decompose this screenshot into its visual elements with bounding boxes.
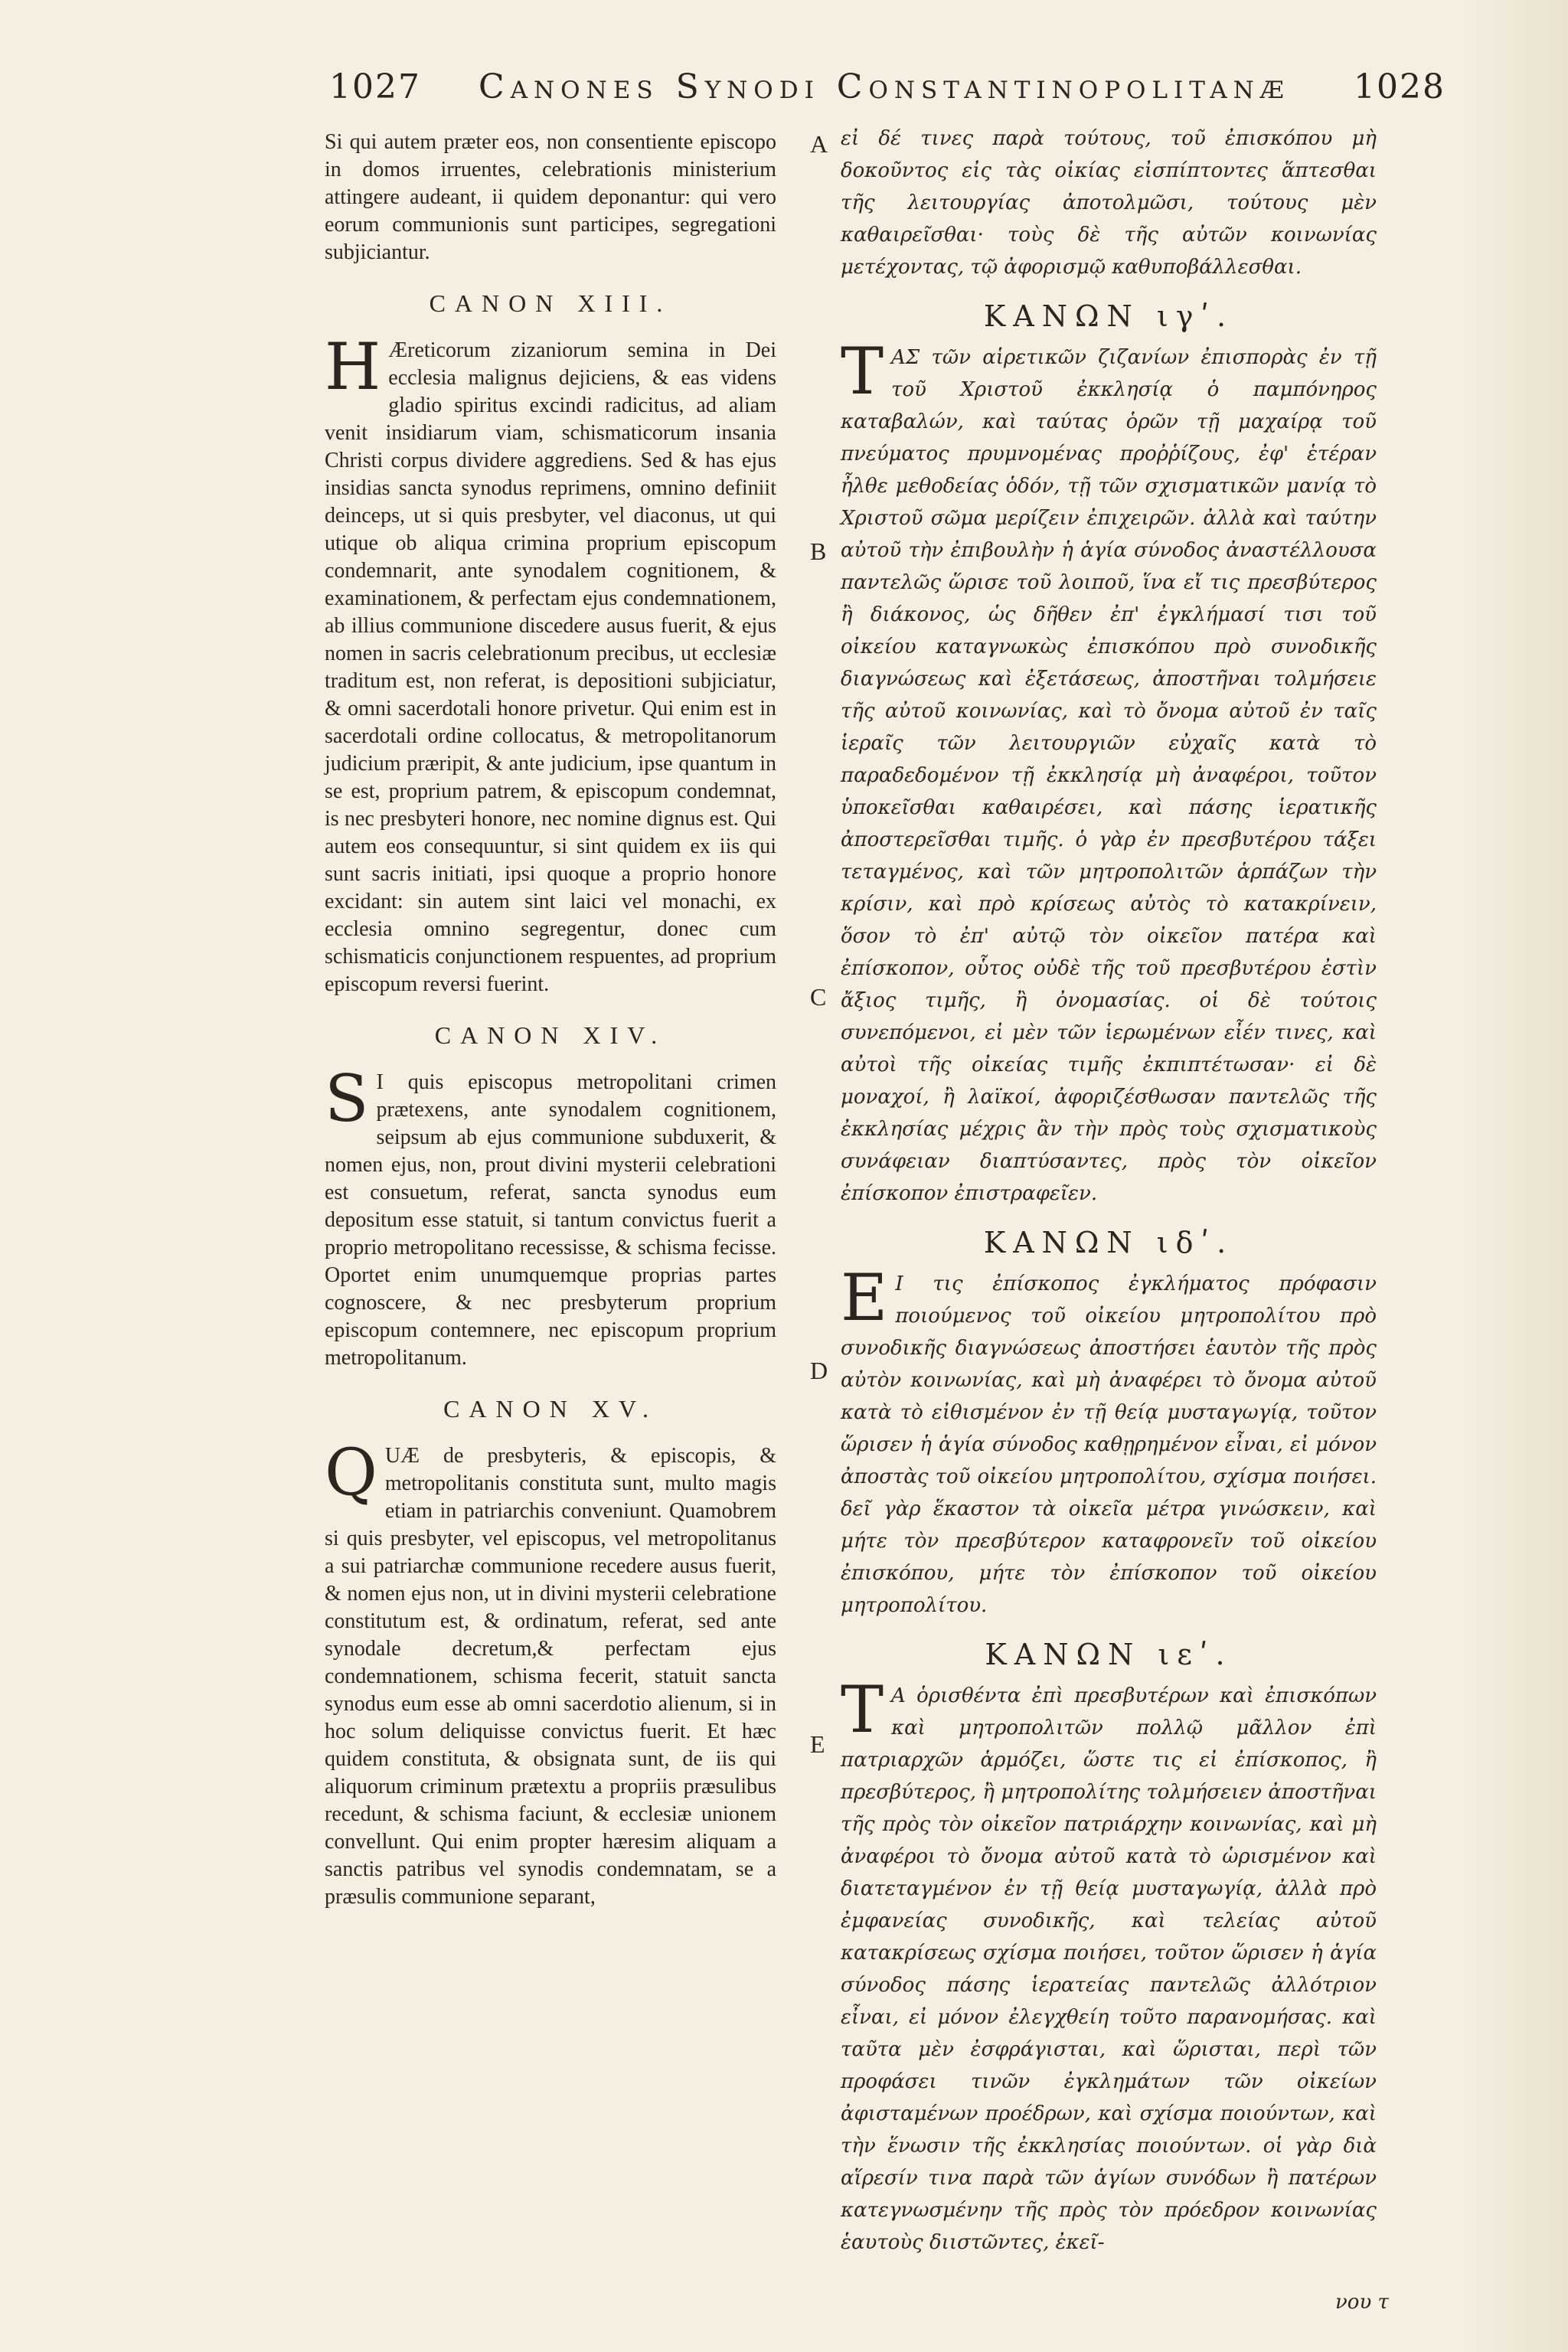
- greek-canon-14-initial: Ε: [841, 1260, 888, 1335]
- latin-canon-15-text: UÆ de presbyteris, & episcopis, & metropolitanis constituta sunt, multo magis etiam in patriarchis conveniunt. Quamobrem si quis presbyter, vel episcopus, vel metropolitanus a sui patriarchæ communione recedere ausus fuerit, & nomen ejus non, ut in divini mysterii celebratione constitutum est, & ordinatum, referat, sed ante synodale decretum,& perfectam ejus condemnationem, schisma fecerit, statuit sancta synodus eum esse ab omni sacerdotio alienum, si in hoc solum deliquisse convictus fuerit. Et hæc quidem constituta, & obsignata sunt, de iis qui aliquorum criminum prætextu a propriis præsulibus recedunt, & schisma faciunt, & ecclesiæ unionem convellunt. Qui enim propter hæresim aliquam a sanctis patribus vel synodis condemnatam, se a præsulis communione separant,: [325, 1444, 776, 1909]
- latin-canon-13-body: [325, 329, 776, 998]
- latin-canon-15-initial: Q: [325, 1435, 377, 1510]
- latin-canon-15-title: CANON XV.: [443, 1395, 658, 1423]
- latin-canon-13-initial: H: [325, 329, 381, 404]
- greek-canon-14-text: Ι τις ἐπίσκοπος ἐγκλήματος πρόφασιν ποιούμενος τοῦ οἰκείου μητροπολίτου πρὸ συνοδικῆς διαγνώσεως ἀποστήσει ἑαυτὸν τῆς πρὸς αὐτὸν κοινωνίας, καὶ μὴ ἀναφέρει τὸ ὄνομα αὐτοῦ κατὰ τὸ εἰθισμένον ἐν τῇ θείᾳ μυσταγωγίᾳ, τοῦτον ὥρισεν ἡ ἁγία σύνοδος καθῃρημένον εἶναι, εἰ μόνον ἀποστὰς τοῦ οἰκείου μητροπολίτου, σχίσμα ποιήσει. δεῖ γὰρ ἕκαστον τὰ οἰκεῖα μέτρα γινώσκειν, καὶ μήτε τὸν πρεσβύτερον καταφρονεῖν τοῦ οἰκείου ἐπισκόπου, μήτε τὸν ἐπίσκοπον τοῦ οἰκείου μητροπολίτου.: [841, 1272, 1377, 1617]
- greek-canon-13-title: ΚΑΝΩΝ ιγʹ.: [983, 299, 1234, 333]
- greek-canon-13-body: [841, 334, 1377, 1210]
- margin-letter-c: C: [810, 983, 827, 1011]
- greek-canon-14-body: [841, 1260, 1377, 1622]
- page-gutter-shadow: [1461, 0, 1568, 2352]
- latin-canon-13-text: Æreticorum zizaniorum semina in Dei ecclesia malignus dejiciens, & eas videns gladio spiritus excindi radicitus, ad aliam venit insidiarum viam, schismaticorum insania Christi corpus dividere aggrediens. Sed & has ejus insidias sancta synodus reprimens, omnino definiit deinceps, ut si quis presbyter, vel diaconus, ut qui utique ob aliqua crimina proprium episcopum condemnarit, ante synodalem cognitionem, & examinationem, & perfectam ejus condemnationem, ab illius communione discedere ausus fuerit, & ejus nomen in sacris celebrationum precibus, ut ecclesiæ traditum est, non referat, is depositioni subjiciatur, & omni sacerdotali honore privetur. Qui enim est in sacerdotali ordine collocatus, & metropolitanorum judicium præripit, & ante judicium, ipse quantum in se est, proprium patrem, & episcopum condemnat, is nec presbyteri honore, nec nomine dignus est. Qui autem eos consequuntur, si sint quidem ex iis qui sunt sacris initiati, ipsi quoque a proprio honore excidant: sin autem sint laici vel monachi, ex ecclesia omnino segregentur, donec cum schismaticis conjunctionem respuentes, ad proprium episcopum reversi fuerint.: [325, 338, 776, 996]
- latin-canon-14-initial: S: [325, 1061, 369, 1136]
- margin-letter-e: E: [810, 1730, 825, 1758]
- greek-column: [841, 122, 1377, 2259]
- latin-column: [325, 129, 776, 1911]
- running-title: Canones Synodi Constantinopolitanæ: [479, 67, 1290, 106]
- latin-canon-15-body: [325, 1435, 776, 1911]
- latin-canon-14-body: [325, 1061, 776, 1372]
- greek-canon-13-text: ΑΣ τῶν αἱρετικῶν ζιζανίων ἐπισπορὰς ἐν τῇ τοῦ Χριστοῦ ἐκκλησίᾳ ὁ παμπόνηρος καταβαλών, καὶ ταύτας ὁρῶν τῇ μαχαίρᾳ τοῦ πνεύματος πρυμνομένας προῤῥίζους, ἐφ' ἑτέραν ἦλθε μεθοδείας ὁδόν, τῇ τῶν σχισματικῶν μανίᾳ τὸ Χριστοῦ σῶμα μερίζειν ἐπιχειρῶν. ἀλλὰ καὶ ταύτην αὐτοῦ τὴν ἐπιβουλὴν ἡ ἁγία σύνοδος ἀναστέλλουσα παντελῶς ὥρισε τοῦ λοιποῦ, ἵνα εἴ τις πρεσβύτερος ἢ διάκονος, ὡς δῆθεν ἐπ' ἐγκλήμασί τισι τοῦ οἰκείου καταγνωκὼς ἐπισκόπου πρὸ συνοδικῆς διαγνώσεως καὶ ἐξετάσεως, ἀποστῆναι τολμήσειε τῆς αὐτοῦ κοινωνίας, καὶ τὸ ὄνομα αὐτοῦ ἐν ταῖς ἱεραῖς τῶν λειτουργιῶν εὐχαῖς κατὰ τὸ παραδεδομένον τῇ ἐκκλησίᾳ μὴ ἀναφέροι, τοῦτον ὑποκεῖσθαι καθαιρέσει, καὶ πάσης ἱερατικῆς ἀποστερεῖσθαι τιμῆς. ὁ γὰρ ἐν πρεσβυτέρου τάξει τεταγμένος, καὶ τῶν μητροπολιτῶν ἁρπάζων τὴν κρίσιν, καὶ πρὸ κρίσεως αὐτὸς τὸ κατακρίνειν, ὅσον τὸ ἐπ' αὐτῷ τὸν οἰκεῖον πατέρα καὶ ἐπίσκοπον, οὗτος οὐδὲ τῆς τοῦ πρεσβυτέρου ἐστὶν ἄξιος τιμῆς, ἢ ὀνομασίας. οἱ δὲ τούτοις συνεπόμενοι, εἰ μὲν τῶν ἱερωμένων εἶέν τινες, καὶ αὐτοὶ τῆς οἰκείας τιμῆς ἐκπιπτέτωσαν· εἰ δὲ μοναχοί, ἢ λαϊκοί, ἀφοριζέσθωσαν παντελῶς τῆς ἐκκλησίας μέχρις ἂν τὴν πρὸς τοὺς σχισματικοὺς συνάφειαν διαπτύσαντες, πρὸς τὸν οἰκεῖον ἐπίσκοπον ἐπιστραφεῖεν.: [841, 346, 1377, 1205]
- greek-canon-15-text: Α ὁρισθέντα ἐπὶ πρεσβυτέρων καὶ ἐπισκόπων καὶ μητροπολιτῶν πολλῷ μᾶλλον ἐπὶ πατριαρχῶν ἁρμόζει, ὥστε τις εἰ ἐπίσκοπος, ἢ πρεσβύτερος, ἢ μητροπολίτης τολμήσειεν ἀποστῆναι τῆς πρὸς τὸν οἰκεῖον πατριάρχην κοινωνίας, καὶ μὴ ἀναφέροι τὸ ὄνομα αὐτοῦ κατὰ τὸ ὡρισμένον καὶ διατεταγμένον ἐν τῇ θείᾳ μυσταγωγίᾳ, ἀλλὰ πρὸ ἐμφανείας συνοδικῆς, καὶ τελείας αὐτοῦ κατακρίσεως σχίσμα ποιήσει, τοῦτον ὥρισεν ἡ ἁγία σύνοδος πάσης ἱερατείας παντελῶς ἀλλότριον εἶναι, εἰ μόνον ἐλεγχθείη τοῦτο παρανομήσας. καὶ ταῦτα μὲν ἐσφράγισται, καὶ ὥρισται, περὶ τῶν προφάσει τινῶν ἐγκλημάτων τῶν οἰκείων ἀφισταμένων προέδρων, καὶ σχίσμα ποιούντων, καὶ τὴν ἕνωσιν τῆς ἐκκλησίας ποιούντων. οἱ γὰρ διὰ αἵρεσίν τινα παρὰ τῶν ἁγίων συνόδων ἢ πατέρων κατεγνωσμένην τῆς πρὸς τὸν πρόεδρον κοινωνίας ἑαυτοὺς διιστῶντες, ἐκεῖ-: [841, 1684, 1377, 2254]
- greek-canon-13-initial: Τ: [841, 334, 884, 409]
- page-number-right: 1028: [1354, 67, 1446, 106]
- margin-letter-a: A: [810, 130, 828, 158]
- page-number-left: 1027: [329, 67, 421, 106]
- greek-intro: εἰ δέ τινες παρὰ τούτους, τοῦ ἐπισκόπου μὴ δοκοῦντος εἰς τὰς οἰκίας εἰσπίπτοντες ἅπτεσθαι τῆς λειτουργίας ἀποτολμῶσι, τούτους μὲν καθαιρεῖσθαι· τοὺς δὲ τῆς αὐτῶν κοινωνίας μετέχοντας, τῷ ἀφορισμῷ καθυποβάλλεσθαι.: [841, 127, 1377, 279]
- greek-canon-15-body: [841, 1672, 1377, 2259]
- catchword: νου τ: [1335, 2291, 1389, 2314]
- margin-letter-b: B: [810, 537, 827, 565]
- greek-canon-14-title: ΚΑΝΩΝ ιδʹ.: [983, 1226, 1234, 1259]
- latin-canon-13-title: CANON XIII.: [429, 289, 672, 317]
- latin-intro: Si qui autem præter eos, non consentiente episcopo in domos irruentes, celebrationis ministerium attingere audeant, ii quidem deponantur: qui vero eorum communionis sunt participes, segregationi subjiciantur.: [325, 130, 776, 264]
- latin-canon-14-title: CANON XIV.: [434, 1021, 667, 1049]
- greek-canon-15-initial: Τ: [841, 1672, 884, 1747]
- greek-canon-15-title: ΚΑΝΩΝ ιεʹ.: [985, 1638, 1233, 1671]
- latin-canon-14-text: I quis episcopus metropolitani crimen prætexens, ante synodalem cognitionem, seipsum ab ejus communione subduxerit, & nomen ejus, non, prout divini mysterii celebrationi est consuetum, referat, sancta synodus eum depositum esse statuit, si tantum convictus fuerit a proprio metropolitano recessisse, & schisma fecisse. Oportet enim unumquemque proprias partes cognoscere, & nec presbyterum proprium episcopum contemnere, nec episcopum proprium metropolitanum.: [325, 1070, 776, 1370]
- margin-letter-d: D: [810, 1357, 828, 1384]
